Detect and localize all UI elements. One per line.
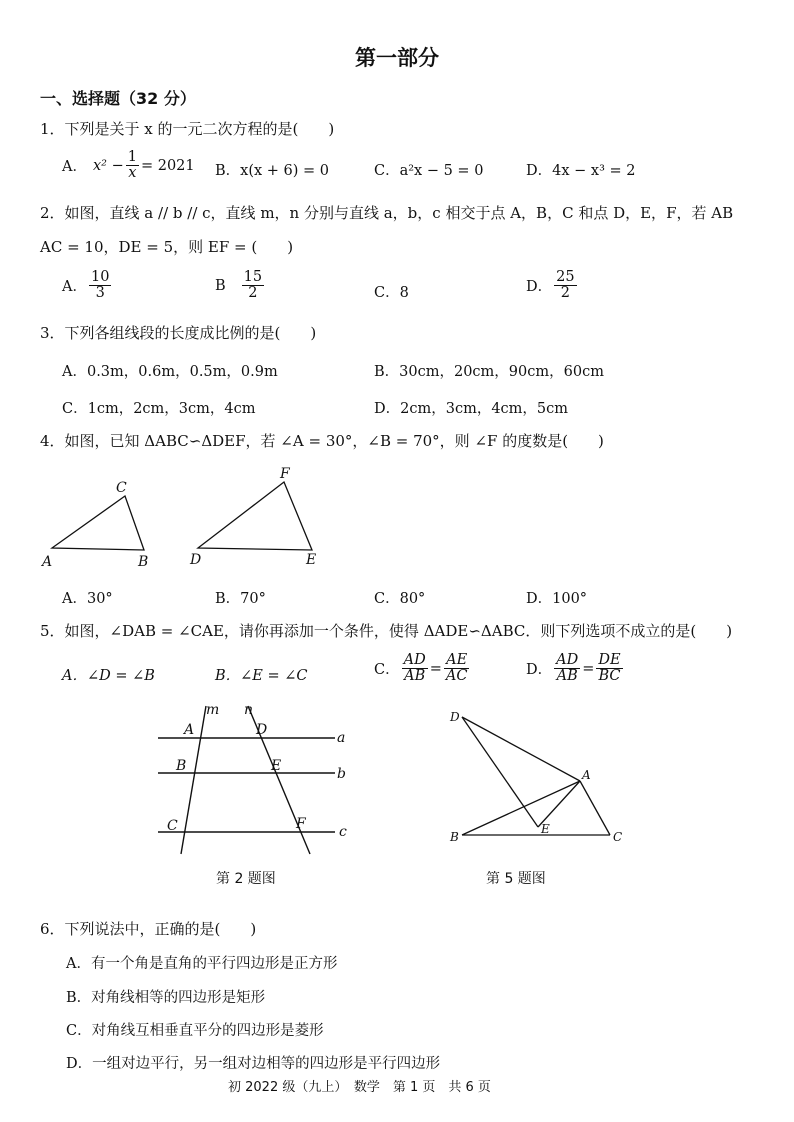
q1-option-a-den: x <box>128 165 137 182</box>
q5-c-n1: AD <box>403 652 426 668</box>
q5-c-equals: = <box>429 660 442 677</box>
q2-stem-line1: 2．如图，直线 a // b // c，直线 m，n 分别与直线 a，b，c 相交于点 A，B，C 和点 D，E，F，若 AB <box>40 204 734 222</box>
q1-option-a-rhs: = 2021 <box>140 157 195 174</box>
q5-stem: 5．如图，∠DAB = ∠CAE，请你再添加一个条件，使得 ΔADE∽ΔABC．则下列选项不成立的是( ) <box>40 622 733 640</box>
q6-option-c[interactable]: C．对角线互相垂直平分的四边形是菱形 <box>66 1023 324 1039</box>
fig5-label-E: E <box>541 822 550 836</box>
fig2-label-C: C <box>167 818 178 834</box>
q2-option-b-den: 2 <box>248 285 258 302</box>
q6-option-d[interactable]: D．一组对边平行，另一组对边相等的四边形是平行四边形 <box>66 1056 441 1072</box>
q6-stem: 6．下列说法中，正确的是( ) <box>40 920 257 938</box>
fig5-label-B: B <box>450 830 459 844</box>
q3-option-a[interactable]: A．0.3m，0.6m，0.5m，0.9m <box>62 364 278 380</box>
q2-option-a-den: 3 <box>95 285 105 302</box>
q2-option-c[interactable]: C．8 <box>374 285 409 301</box>
q5-option-c[interactable] <box>374 653 471 684</box>
q1-option-a-label: A． <box>62 159 87 176</box>
q5-d-equals: = <box>582 660 595 677</box>
q4-stem: 4．如图，已知 ΔABC∽ΔDEF，若 ∠A = 30°，∠B = 70°，则 ∠F 的度数是( ) <box>40 432 604 450</box>
q5-c-n2: AE <box>446 652 468 668</box>
q6-option-a[interactable]: A．有一个角是直角的平行四边形是正方形 <box>66 956 338 972</box>
fig2-caption: 第 2 题图 <box>216 871 276 887</box>
q1-option-a-num: 1 <box>127 149 137 165</box>
triangle-def <box>198 482 312 550</box>
q4-label-c: C <box>116 480 127 496</box>
q5-d-d2: BC <box>598 668 621 685</box>
fig2-parallel-lines <box>150 700 360 860</box>
q2-option-b-fraction <box>242 270 264 301</box>
q3-stem: 3．下列各组线段的长度成比例的是( ) <box>40 324 317 342</box>
q5-option-c-frac2 <box>444 653 470 684</box>
triangle-abc <box>52 496 144 550</box>
q1-option-b[interactable]: B．x(x + 6) = 0 <box>215 163 330 179</box>
q2-option-a-label: A． <box>62 279 87 296</box>
segment-de <box>462 717 538 827</box>
q4-label-f: F <box>280 466 290 482</box>
q1-option-a-fraction <box>126 150 139 181</box>
q4-option-b[interactable]: B．70° <box>215 591 266 607</box>
q1-option-c[interactable]: C．a²x − 5 = 0 <box>374 163 484 179</box>
fig2-label-c: c <box>339 824 347 840</box>
fig2-label-F: F <box>296 816 306 832</box>
page-title: 第一部分 <box>355 46 439 70</box>
q2-option-d-fraction <box>554 270 576 301</box>
fig5-caption: 第 5 题图 <box>486 871 546 887</box>
fig2-label-D: D <box>256 722 268 738</box>
q5-d-n1: AD <box>556 652 579 668</box>
q1-stem: 1．下列是关于 x 的一元二次方程的是( ) <box>40 120 335 138</box>
q5-option-c-frac1 <box>402 653 428 684</box>
fig5-triangles <box>440 705 630 850</box>
q4-label-a: A <box>42 554 53 570</box>
q2-option-b-label: B <box>215 277 226 294</box>
q4-option-c[interactable]: C．80° <box>374 591 426 607</box>
q5-c-d2: AC <box>445 668 468 685</box>
q4-label-d: D <box>190 552 202 568</box>
fig2-label-a: a <box>337 730 346 746</box>
segment-ba <box>462 781 580 835</box>
fig5-label-D: D <box>450 710 460 724</box>
q5-d-d1: AB <box>556 668 578 685</box>
q2-option-d-label: D． <box>526 279 553 296</box>
q5-c-d1: AB <box>404 668 426 685</box>
segment-ac <box>580 781 610 835</box>
segment-ea <box>538 781 580 827</box>
fig2-label-B: B <box>176 758 187 774</box>
q2-option-a-fraction <box>89 270 111 301</box>
q5-d-n2: DE <box>598 652 621 668</box>
q1-option-a-lhs: x² − <box>92 157 124 174</box>
q4-figure-triangles <box>40 462 340 574</box>
fig2-label-E: E <box>271 758 282 774</box>
q5-option-d-frac1 <box>554 653 580 684</box>
q2-option-b-num: 15 <box>243 269 263 285</box>
fig5-label-A: A <box>582 768 591 782</box>
page-footer: 初 2022 级（九上） 数学 第 1 页 共 6 页 <box>228 1080 491 1095</box>
q2-option-b[interactable] <box>215 270 266 301</box>
q4-label-e: E <box>306 552 317 568</box>
fig2-label-A: A <box>184 722 195 738</box>
q2-option-a-num: 10 <box>90 269 110 285</box>
fig2-label-n: n <box>244 702 254 718</box>
q3-option-c[interactable]: C．1cm，2cm，3cm，4cm <box>62 401 256 417</box>
section-heading: 一、选择题（32 分） <box>40 89 196 108</box>
q1-option-a[interactable] <box>62 150 195 181</box>
q5-option-d-frac2 <box>596 653 622 684</box>
q5-option-a[interactable]: A．∠D = ∠B <box>62 668 155 684</box>
q3-option-d[interactable]: D．2cm，3cm，4cm，5cm <box>374 401 569 417</box>
fig2-label-m: m <box>206 702 220 718</box>
q6-option-b[interactable]: B．对角线相等的四边形是矩形 <box>66 990 266 1006</box>
fig5-label-C: C <box>613 830 623 844</box>
q2-option-d-num: 25 <box>556 269 575 285</box>
q4-option-a[interactable]: A．30° <box>62 591 113 607</box>
q2-option-d-den: 2 <box>560 285 570 302</box>
q4-option-d[interactable]: D．100° <box>526 591 588 607</box>
q2-option-d[interactable] <box>526 270 579 301</box>
segment-da <box>462 717 580 781</box>
q3-option-b[interactable]: B．30cm，20cm，90cm，60cm <box>374 364 604 380</box>
q5-option-d[interactable] <box>526 653 625 684</box>
q5-option-c-label: C． <box>374 662 400 679</box>
q5-option-b[interactable]: B．∠E = ∠C <box>215 668 308 684</box>
fig2-label-b: b <box>337 766 346 782</box>
q2-option-a[interactable] <box>62 270 113 301</box>
q1-option-d[interactable]: D．4x − x³ = 2 <box>526 163 636 179</box>
q4-label-b: B <box>138 554 149 570</box>
q2-stem-line2: AC = 10，DE = 5，则 EF = ( ) <box>40 238 294 256</box>
q5-option-d-label: D． <box>526 662 553 679</box>
